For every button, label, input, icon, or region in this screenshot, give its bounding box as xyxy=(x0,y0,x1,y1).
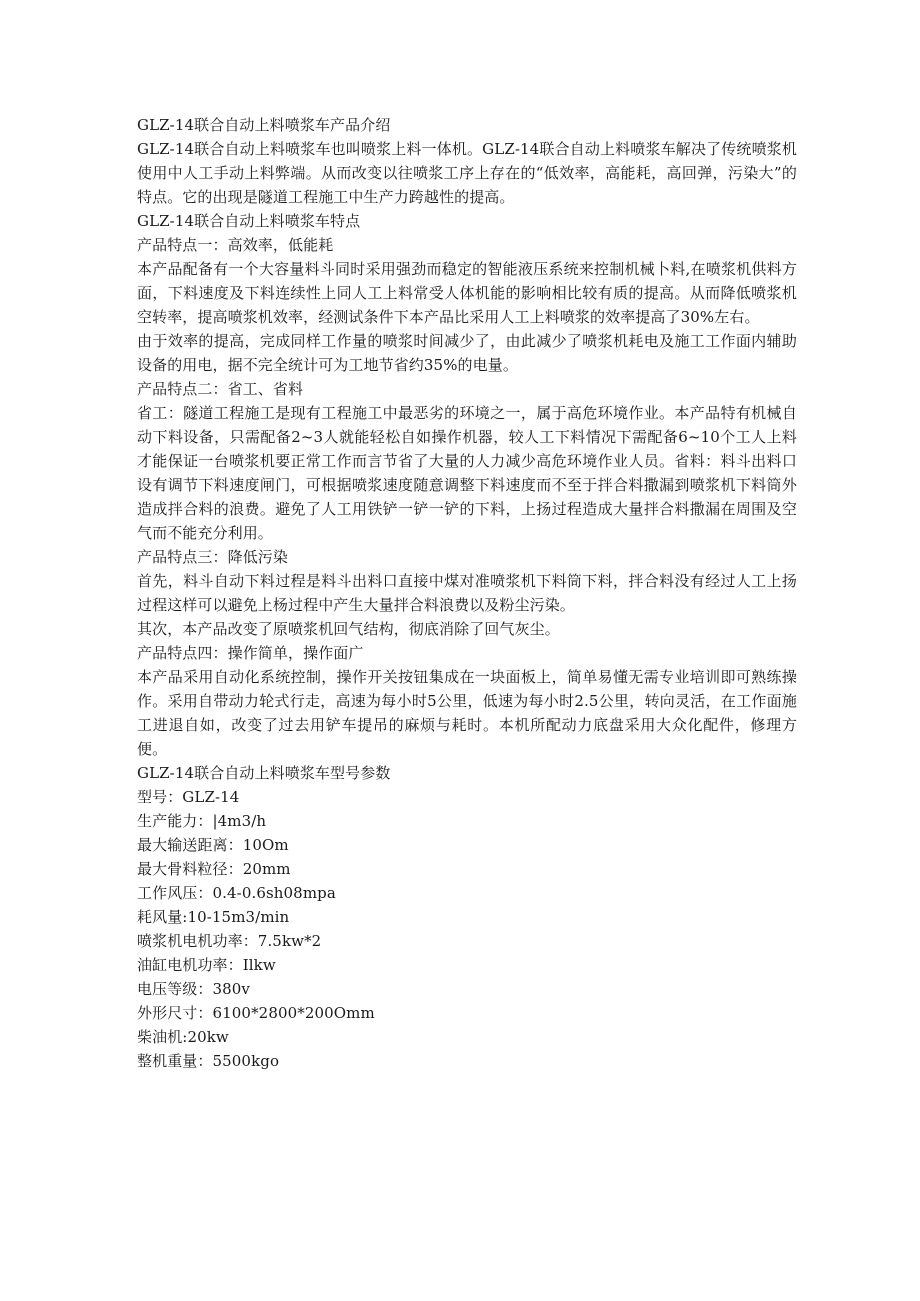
param-capacity: 生产能力：|4m3∕h xyxy=(137,812,267,830)
feature1-paragraph-2: 由于效率的提高，完成同样工作量的喷浆时间减少了，由此减少了喷浆机耗电及施工工作面内辅助设备的用电，据不完全统计可为工地节省约35%的电量。 xyxy=(137,332,797,374)
param-air-consumption: 耗风量:10-15m3∕min xyxy=(137,908,290,926)
feature4-paragraph-1: 本产品采用自动化系统控制，操作开关按钮集成在一块面板上，简单易懂无需专业培训即可熟练操作。采用自带动力轮式行走，高速为每小时5公里，低速为每小时2.5公里，转向灵活，在工作面施工进退自如，改变了过去用铲车提吊的麻烦与耗时。本机所配动力底盘采用大众化配件，修理方便。 xyxy=(137,668,797,758)
param-model: 型号：GLZ-14 xyxy=(137,788,240,806)
param-dimensions: 外形尺寸：6100*2800*200Omm xyxy=(137,1004,375,1022)
feature3-heading: 产品特点三：降低污染 xyxy=(137,548,289,566)
intro-paragraph: GLZ-14联合自动上料喷浆车也叫喷浆上料一体机。GLZ-14联合自动上料喷浆车解决了传统喷浆机使用中人工手动上料弊端。从而改变以往喷浆工序上存在的“低效率，高能耗，高回弹，污染大”的特点。它的出现是隧道工程施工中生产力跨越性的提高。 xyxy=(137,140,797,206)
feature1-paragraph-1: 本产品配备有一个大容量料斗同时采用强劲而稳定的智能液压系统来控制机械卜料,在喷浆机供料方面，下料速度及下料连续性上同人工上料常受人体机能的影响相比较有质的提高。从而降低喷浆机空转率，提高喷浆机效率，经测试条件下本产品比采用人工上料喷浆的效率提高了30%左右。 xyxy=(137,260,797,326)
param-motor-power: 喷浆机电机功率：7.5kw*2 xyxy=(137,932,322,950)
param-working-pressure: 工作风压：0.4-0.6sh08mpa xyxy=(137,884,336,902)
param-weight: 整机重量：5500kgo xyxy=(137,1052,280,1070)
params-list xyxy=(137,785,797,1073)
feature4-heading: 产品特点四：操作简单，操作面广 xyxy=(137,644,364,662)
params-heading: GLZ-14联合自动上料喷浆车型号参数 xyxy=(137,764,391,782)
param-diesel-engine: 柴油机:20kw xyxy=(137,1028,229,1046)
feature3-paragraph-1: 首先，料斗自动下料过程是料斗出料口直接中煤对准喷浆机下料筒下料，拌合料没有经过人工上扬过程这样可以避免上杨过程中产生大量拌合料浪费以及粉尘污染。 xyxy=(137,572,797,614)
feature3-paragraph-2: 其次，本产品改变了原喷浆机回气结构，彻底消除了回气灰尘。 xyxy=(137,620,560,638)
feature2-heading: 产品特点二：省工、省料 xyxy=(137,380,304,398)
document-body xyxy=(137,113,797,1073)
feature1-heading: 产品特点一：高效率，低能耗 xyxy=(137,236,334,254)
param-max-distance: 最大输送距离：10Om xyxy=(137,836,289,854)
param-max-aggregate: 最大骨料粒径：20mm xyxy=(137,860,291,878)
param-cylinder-motor-power: 油缸电机功率：Ilkw xyxy=(137,956,276,974)
feature2-paragraph-1: 省工：隧道工程施工是现有工程施工中最恶劣的环境之一，属于高危环境作业。本产品特有机械自动下料设备，只需配备2~3人就能轻松自如操作机器，较人工下料情况下需配备6~10个工人上料才能保证一台喷浆机要正常工作而言节省了大量的人力减少高危环境作业人员。省料：料斗出料口设有调节下料速度闸门，可根据喷浆速度随意调整下料速度而不至于拌合料撒漏到喷浆机下料筒外造成拌合料的浪费。避免了人工用铁铲一铲一铲的下料，上扬过程造成大量拌合料撒漏在周围及空气而不能充分利用。 xyxy=(137,404,797,542)
features-heading: GLZ-14联合自动上料喷浆车特点 xyxy=(137,212,361,230)
param-voltage: 电压等级：380v xyxy=(137,980,251,998)
document-title: GLZ-14联合自动上料喷浆车产品介绍 xyxy=(137,116,391,134)
